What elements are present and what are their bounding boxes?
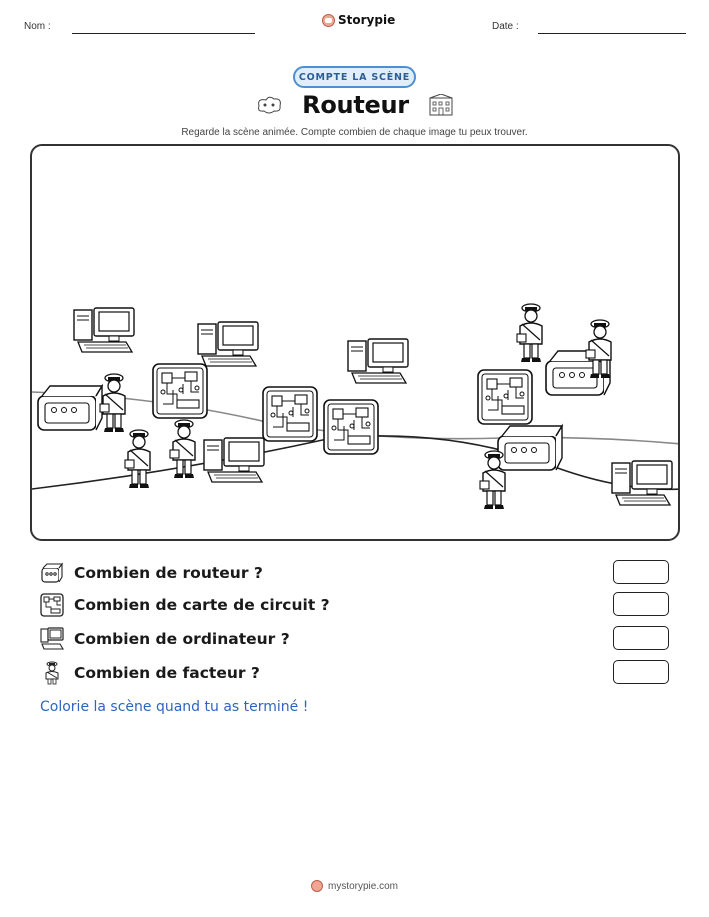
answer-box-circuit-board[interactable] [613,592,669,616]
name-line[interactable] [72,33,255,34]
answer-box-router[interactable] [613,560,669,584]
router-icon [254,94,284,116]
question-circuit-board [40,592,670,618]
footer-url[interactable]: mystorypie.com [327,880,398,892]
brand-name: Storypie [338,13,396,27]
building-icon [427,94,455,116]
question-text: Combien de routeur ? [74,564,263,582]
name-label: Nom : [24,21,51,32]
answer-box-mail-carrier[interactable] [613,660,669,684]
footer [0,880,709,892]
question-router [40,560,670,586]
computer-icon [40,627,64,651]
question-text: Combien de carte de circuit ? [74,596,330,614]
scene-badge: COMPTE LA SCÈNE [293,66,416,88]
question-text: Combien de facteur ? [74,664,260,682]
page-title: Routeur [302,91,409,119]
date-line[interactable] [538,33,686,34]
title-row [0,91,709,119]
mail-carrier-icon [40,661,64,685]
brand [322,13,395,27]
question-mail-carrier [40,660,670,686]
coloring-instruction: Colorie la scène quand tu as terminé ! [40,699,309,715]
storypie-logo-icon [311,880,323,892]
question-text: Combien de ordinateur ? [74,630,290,648]
answer-box-computer[interactable] [613,626,669,650]
subtitle: Regarde la scène animée. Compte combien de chaque image tu peux trouver. [181,127,528,138]
router-icon [40,561,64,585]
storypie-logo-icon [322,14,335,27]
circuit-board-icon [40,593,64,617]
question-computer [40,626,670,652]
date-label: Date : [492,21,519,32]
scene-frame[interactable] [30,144,680,541]
scene-illustration [32,146,680,541]
